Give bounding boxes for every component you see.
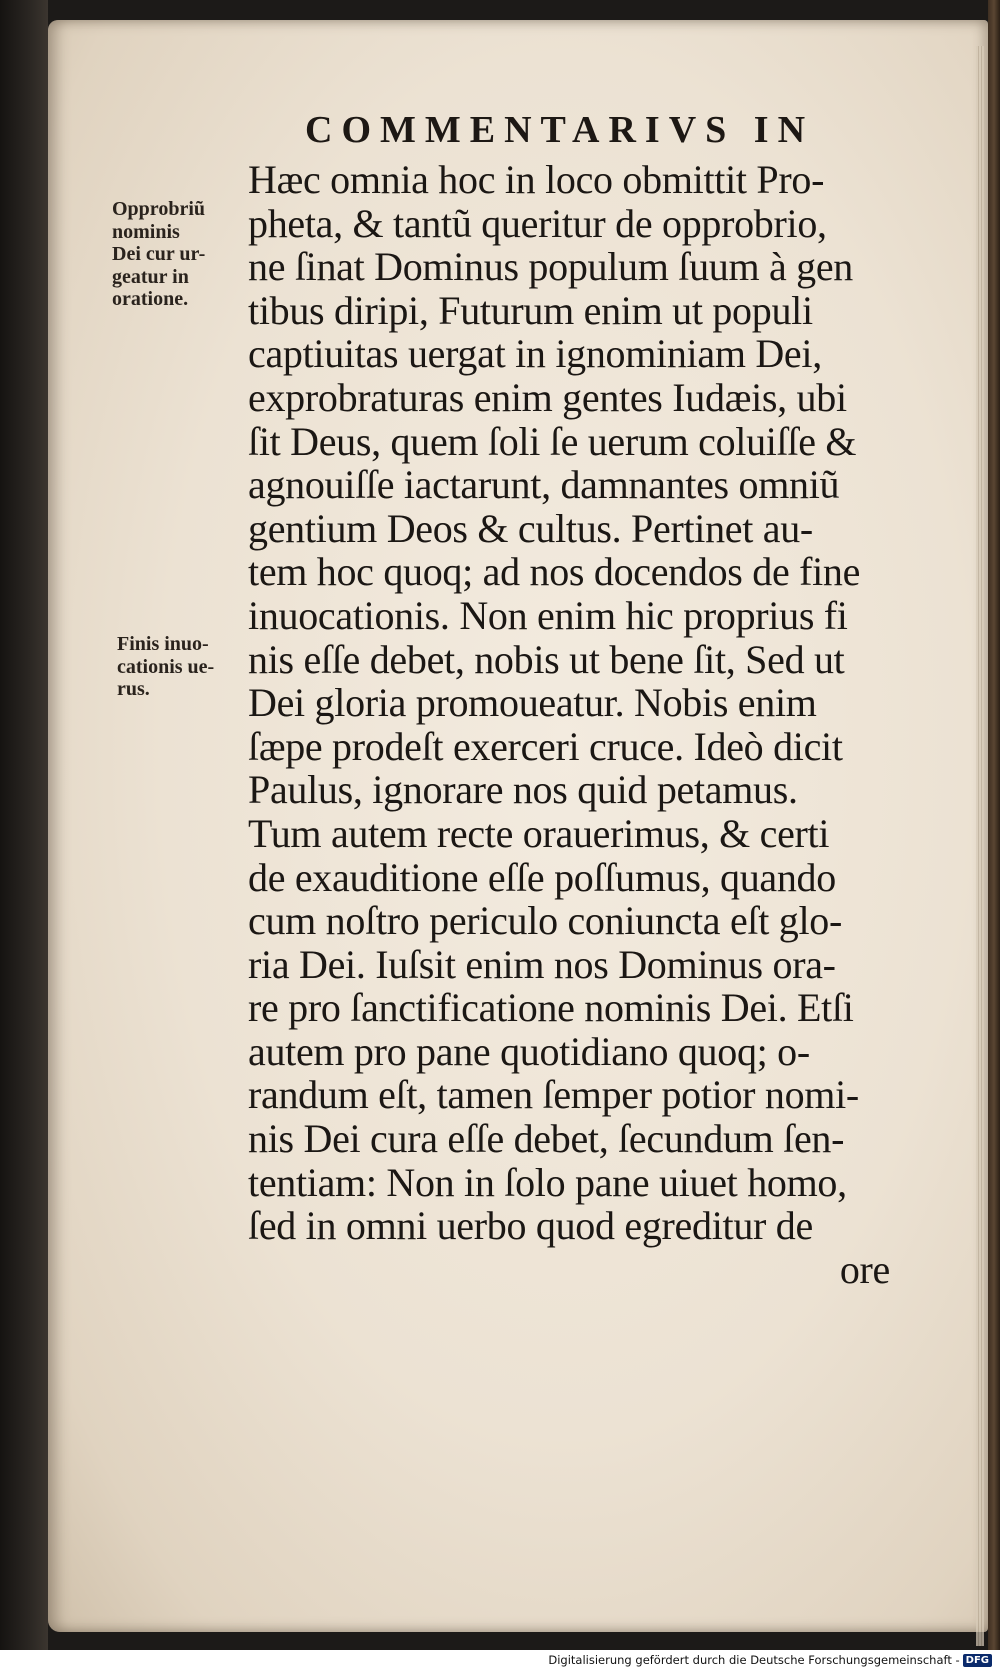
text-line: ſit Deus, quem ſoli ſe uerum coluiſſe & (248, 418, 857, 464)
text-line: tibus diripi, Futurum enim ut populi (248, 287, 813, 333)
text-line: Tum autem recte orauerimus, & certi (248, 810, 830, 856)
gloss-line: nominis (112, 220, 180, 243)
text-line: ſed in omni uerbo quod egreditur de (248, 1203, 813, 1249)
gloss-line: Finis inuo- (117, 633, 209, 655)
gloss-line: geatur in (112, 265, 189, 288)
funding-text: Digitalisierung gefördert durch die Deutsche Forschungsgemeinschaft - (548, 1653, 960, 1667)
text-line: cum noſtro periculo coniuncta eſt glo- (248, 898, 842, 944)
book-binding (0, 0, 48, 1650)
text-line: randum eſt, tamen ſemper potior nomi- (248, 1072, 859, 1118)
text-line: captiuitas uergat in ignominiam Dei, (248, 331, 822, 377)
text-line: pheta, & tantũ queritur de opprobrio, (248, 200, 827, 246)
text-line: agnouiſſe iactarunt, damnantes omniũ (248, 462, 840, 508)
dfg-logo: DFG (963, 1654, 992, 1667)
text-line: Hæc omnia hoc in loco obmittit Pro- (248, 157, 825, 202)
catchword: ore (839, 1246, 890, 1292)
text-line: de exauditione eſſe poſſumus, quando (248, 854, 836, 900)
gloss-line: oratione. (112, 288, 189, 311)
marginal-gloss-finis (117, 633, 214, 701)
main-text-block (248, 158, 938, 1291)
text-line: inuocationis. Non enim hic proprius fi (248, 592, 848, 638)
text-line: nis eſſe debet, nobis ut bene ſit, Sed ut (248, 636, 845, 682)
gloss-line: Dei cur ur- (112, 243, 206, 266)
text-line: tem hoc quoq; ad nos docendos de fine (248, 549, 861, 595)
funding-credit (548, 1653, 992, 1667)
text-line: exprobraturas enim gentes Iudæis, ubi (248, 374, 847, 420)
text-line: autem pro pane quotidiano quoq; o- (248, 1028, 810, 1074)
gloss-line: rus. (117, 678, 150, 701)
book-cover-edge (988, 0, 1000, 1650)
page-edges (976, 46, 984, 1646)
marginal-gloss-opprobrium (112, 198, 205, 311)
gloss-line: Opprobriũ (112, 198, 205, 220)
text-line: re pro ſanctificatione nominis Dei. Etſi (248, 985, 854, 1031)
text-line: gentium Deos & cultus. Pertinet au- (248, 505, 813, 551)
text-line: ne ſinat Dominus populum ſuum à gen (248, 244, 853, 290)
text-line: nis Dei cura eſſe debet, ſecundum ſen- (248, 1116, 845, 1162)
text-line: ria Dei. Iuſsit enim nos Dominus ora- (248, 941, 836, 987)
text-line: tentiam: Non in ſolo pane uiuet homo, (248, 1159, 847, 1205)
text-line: ſæpe prodeſt exerceri cruce. Ideò dicit (248, 723, 843, 769)
text-line: Dei gloria promoueatur. Nobis enim (248, 680, 817, 726)
running-head: COMMENTARIVS IN (305, 109, 815, 151)
text-line: Paulus, ignorare nos quid petamus. (248, 767, 798, 813)
gloss-line: cationis ue- (117, 655, 215, 678)
